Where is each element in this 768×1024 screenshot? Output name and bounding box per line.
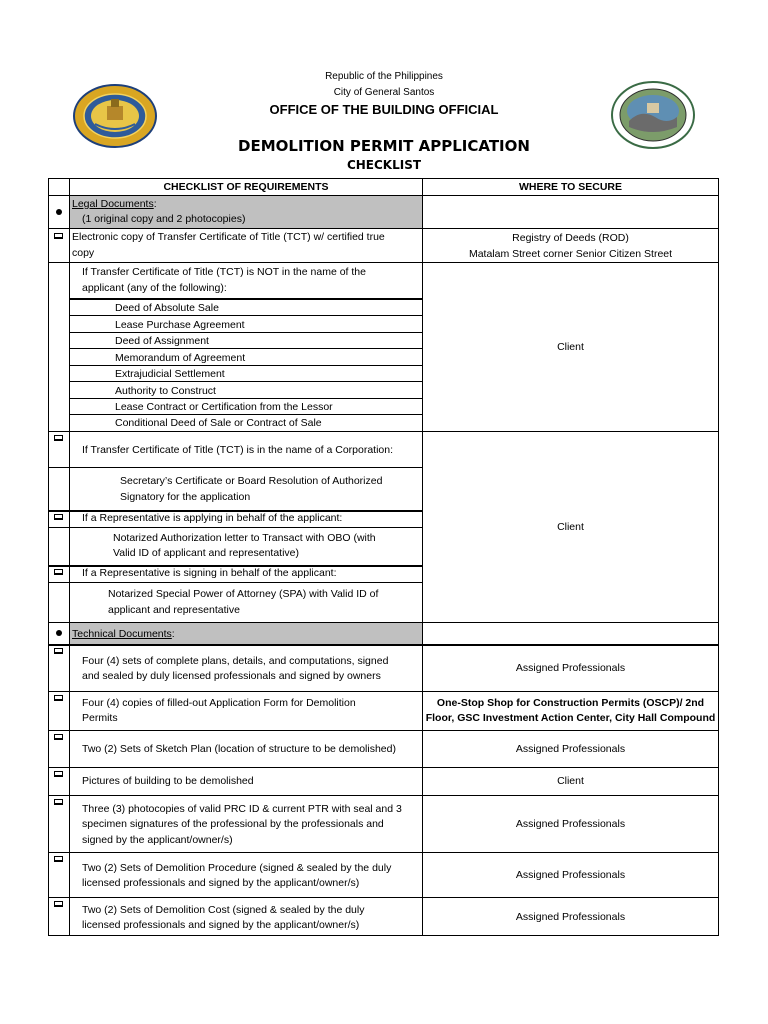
tech-row-5-line-1: Three (3) photocopies of valid PRC ID & current PTR with seal and 3 xyxy=(82,803,402,815)
tech-row-5-where: Assigned Professionals xyxy=(515,818,626,830)
checkbox-tech-5[interactable] xyxy=(54,799,63,805)
row-line xyxy=(48,691,719,692)
spa-line-1: Notarized Special Power of Attorney (SPA) with Valid ID of xyxy=(108,588,379,600)
column-header-where: WHERE TO SECURE xyxy=(518,181,623,193)
table-border-left xyxy=(48,178,49,936)
checkbox-corporation[interactable] xyxy=(54,435,63,441)
tech-row-1-line-1: Four (4) sets of complete plans, details, and computations, signed xyxy=(82,655,389,667)
rep-signing-text: If a Representative is signing in behalf of the applicant: xyxy=(82,567,337,579)
secretary-line-1: Secretary’s Certificate or Board Resolution of Authorized xyxy=(120,475,383,487)
option-item: Deed of Assignment xyxy=(115,335,209,347)
table-divider-check xyxy=(69,178,70,936)
checkbox-tech-2[interactable] xyxy=(54,695,63,701)
checkbox-tech-1[interactable] xyxy=(54,648,63,654)
tech-row-2-line-1: Four (4) copies of filled-out Application Form for Demolition xyxy=(82,697,356,709)
tech-row-5-line-3: signed by the applicant/owner/s) xyxy=(82,834,233,846)
tech-row-7-where: Assigned Professionals xyxy=(515,911,626,923)
tech-row-2-where-2: Floor, GSC Investment Action Center, City Hall Compound xyxy=(425,712,716,724)
legal-heading-label: Legal Documents xyxy=(72,198,154,210)
page-subtitle: CHECKLIST xyxy=(346,158,422,172)
row-line xyxy=(48,935,719,936)
checkbox-rep-applying[interactable] xyxy=(54,514,63,520)
header-city: City of General Santos xyxy=(333,87,435,98)
not-name-line-2: applicant (any of the following): xyxy=(82,282,227,294)
sub-row-line xyxy=(48,527,422,528)
table-border-right xyxy=(718,178,719,936)
option-item: Deed of Absolute Sale xyxy=(115,302,219,314)
rod-line-1: Registry of Deeds (ROD) xyxy=(512,232,629,244)
bullet-icon xyxy=(56,209,62,215)
row-line xyxy=(48,767,719,768)
tech-row-4-where: Client xyxy=(557,775,584,787)
option-item: Extrajudicial Settlement xyxy=(115,368,225,380)
tech-row-3-line-1: Two (2) Sets of Sketch Plan (location of structure to be demolished) xyxy=(82,743,396,755)
tech-row-2-where-1: One-Stop Shop for Construction Permits (OSCP)/ 2nd xyxy=(436,697,705,709)
tech-row-1-line-2: and sealed by duly licensed professionals and signed by owners xyxy=(82,670,381,682)
tech-row-2-line-2: Permits xyxy=(82,712,118,724)
tech-row-7-line-2: licensed professionals and signed by the applicant/owner/s) xyxy=(82,919,360,931)
header-republic: Republic of the Philippines xyxy=(325,71,443,82)
tech-row-5-line-2: specimen signatures of the professional by the professionals and xyxy=(82,818,384,830)
technical-heading-colon: : xyxy=(171,628,175,640)
row-line xyxy=(48,262,719,263)
bullet-icon xyxy=(56,630,62,636)
sub-row-line xyxy=(48,467,422,468)
obo-seal-logo xyxy=(611,81,695,149)
row-line xyxy=(48,431,719,432)
checkbox-rep-signing[interactable] xyxy=(54,569,63,575)
not-name-line-1: If Transfer Certificate of Title (TCT) is NOT in the name of the xyxy=(82,266,366,278)
city-seal-logo xyxy=(73,84,157,148)
row-line xyxy=(48,622,719,623)
notarized-line-2: Valid ID of applicant and representative) xyxy=(113,547,299,559)
checkbox-tech-3[interactable] xyxy=(54,734,63,740)
row-line xyxy=(48,644,719,646)
tct-line-2: copy xyxy=(72,247,95,259)
row-line xyxy=(48,178,719,179)
option-item: Lease Purchase Agreement xyxy=(115,319,245,331)
column-header-requirements: CHECKLIST OF REQUIREMENTS xyxy=(163,181,329,193)
notarized-line-1: Notarized Authorization letter to Transact with OBO (with xyxy=(113,532,376,544)
option-item: Memorandum of Agreement xyxy=(115,352,246,364)
row-line xyxy=(48,795,719,796)
row-line xyxy=(48,852,719,853)
tech-row-6-line-1: Two (2) Sets of Demolition Procedure (signed & sealed by the duly xyxy=(82,862,392,874)
checkbox-tech-7[interactable] xyxy=(54,901,63,907)
header-office: OFFICE OF THE BUILDING OFFICIAL xyxy=(269,102,499,117)
corporation-text: If Transfer Certificate of Title (TCT) is in the name of a Corporation: xyxy=(82,444,394,456)
where-client-1: Client xyxy=(557,341,584,353)
option-item: Authority to Construct xyxy=(115,385,216,397)
checkbox-tech-6[interactable] xyxy=(54,856,63,862)
option-item: Lease Contract or Certification from the Lessor xyxy=(115,401,333,413)
technical-heading-label: Technical Documents xyxy=(72,628,172,640)
tech-row-4-line-1: Pictures of building to be demolished xyxy=(82,775,254,787)
option-item: Conditional Deed of Sale or Contract of Sale xyxy=(115,417,322,429)
tech-row-7-line-1: Two (2) Sets of Demolition Cost (signed & sealed by the duly xyxy=(82,904,365,916)
rod-line-2: Matalam Street corner Senior Citizen Street xyxy=(468,248,673,260)
page-title: DEMOLITION PERMIT APPLICATION xyxy=(238,137,530,155)
tech-row-6-where: Assigned Professionals xyxy=(515,869,626,881)
legal-heading xyxy=(72,196,157,212)
secretary-line-2: Signatory for the application xyxy=(120,491,251,503)
sub-row-line xyxy=(48,582,422,583)
where-client-2: Client xyxy=(557,521,584,533)
tech-row-3-where: Assigned Professionals xyxy=(515,743,626,755)
legal-heading-colon: : xyxy=(153,198,157,210)
row-line xyxy=(48,730,719,731)
checkbox-tech-4[interactable] xyxy=(54,771,63,777)
spa-line-2: applicant and representative xyxy=(108,604,240,616)
tech-row-6-line-2: licensed professionals and signed by the applicant/owner/s) xyxy=(82,877,360,889)
tech-row-1-where: Assigned Professionals xyxy=(515,662,626,674)
row-line xyxy=(48,897,719,898)
rep-applying-text: If a Representative is applying in behalf of the applicant: xyxy=(82,512,343,524)
legal-note: (1 original copy and 2 photocopies) xyxy=(82,213,246,225)
tct-line-1: Electronic copy of Transfer Certificate of Title (TCT) w/ certified true xyxy=(72,231,385,243)
checkbox-tct[interactable] xyxy=(54,233,63,239)
technical-heading xyxy=(72,626,175,642)
